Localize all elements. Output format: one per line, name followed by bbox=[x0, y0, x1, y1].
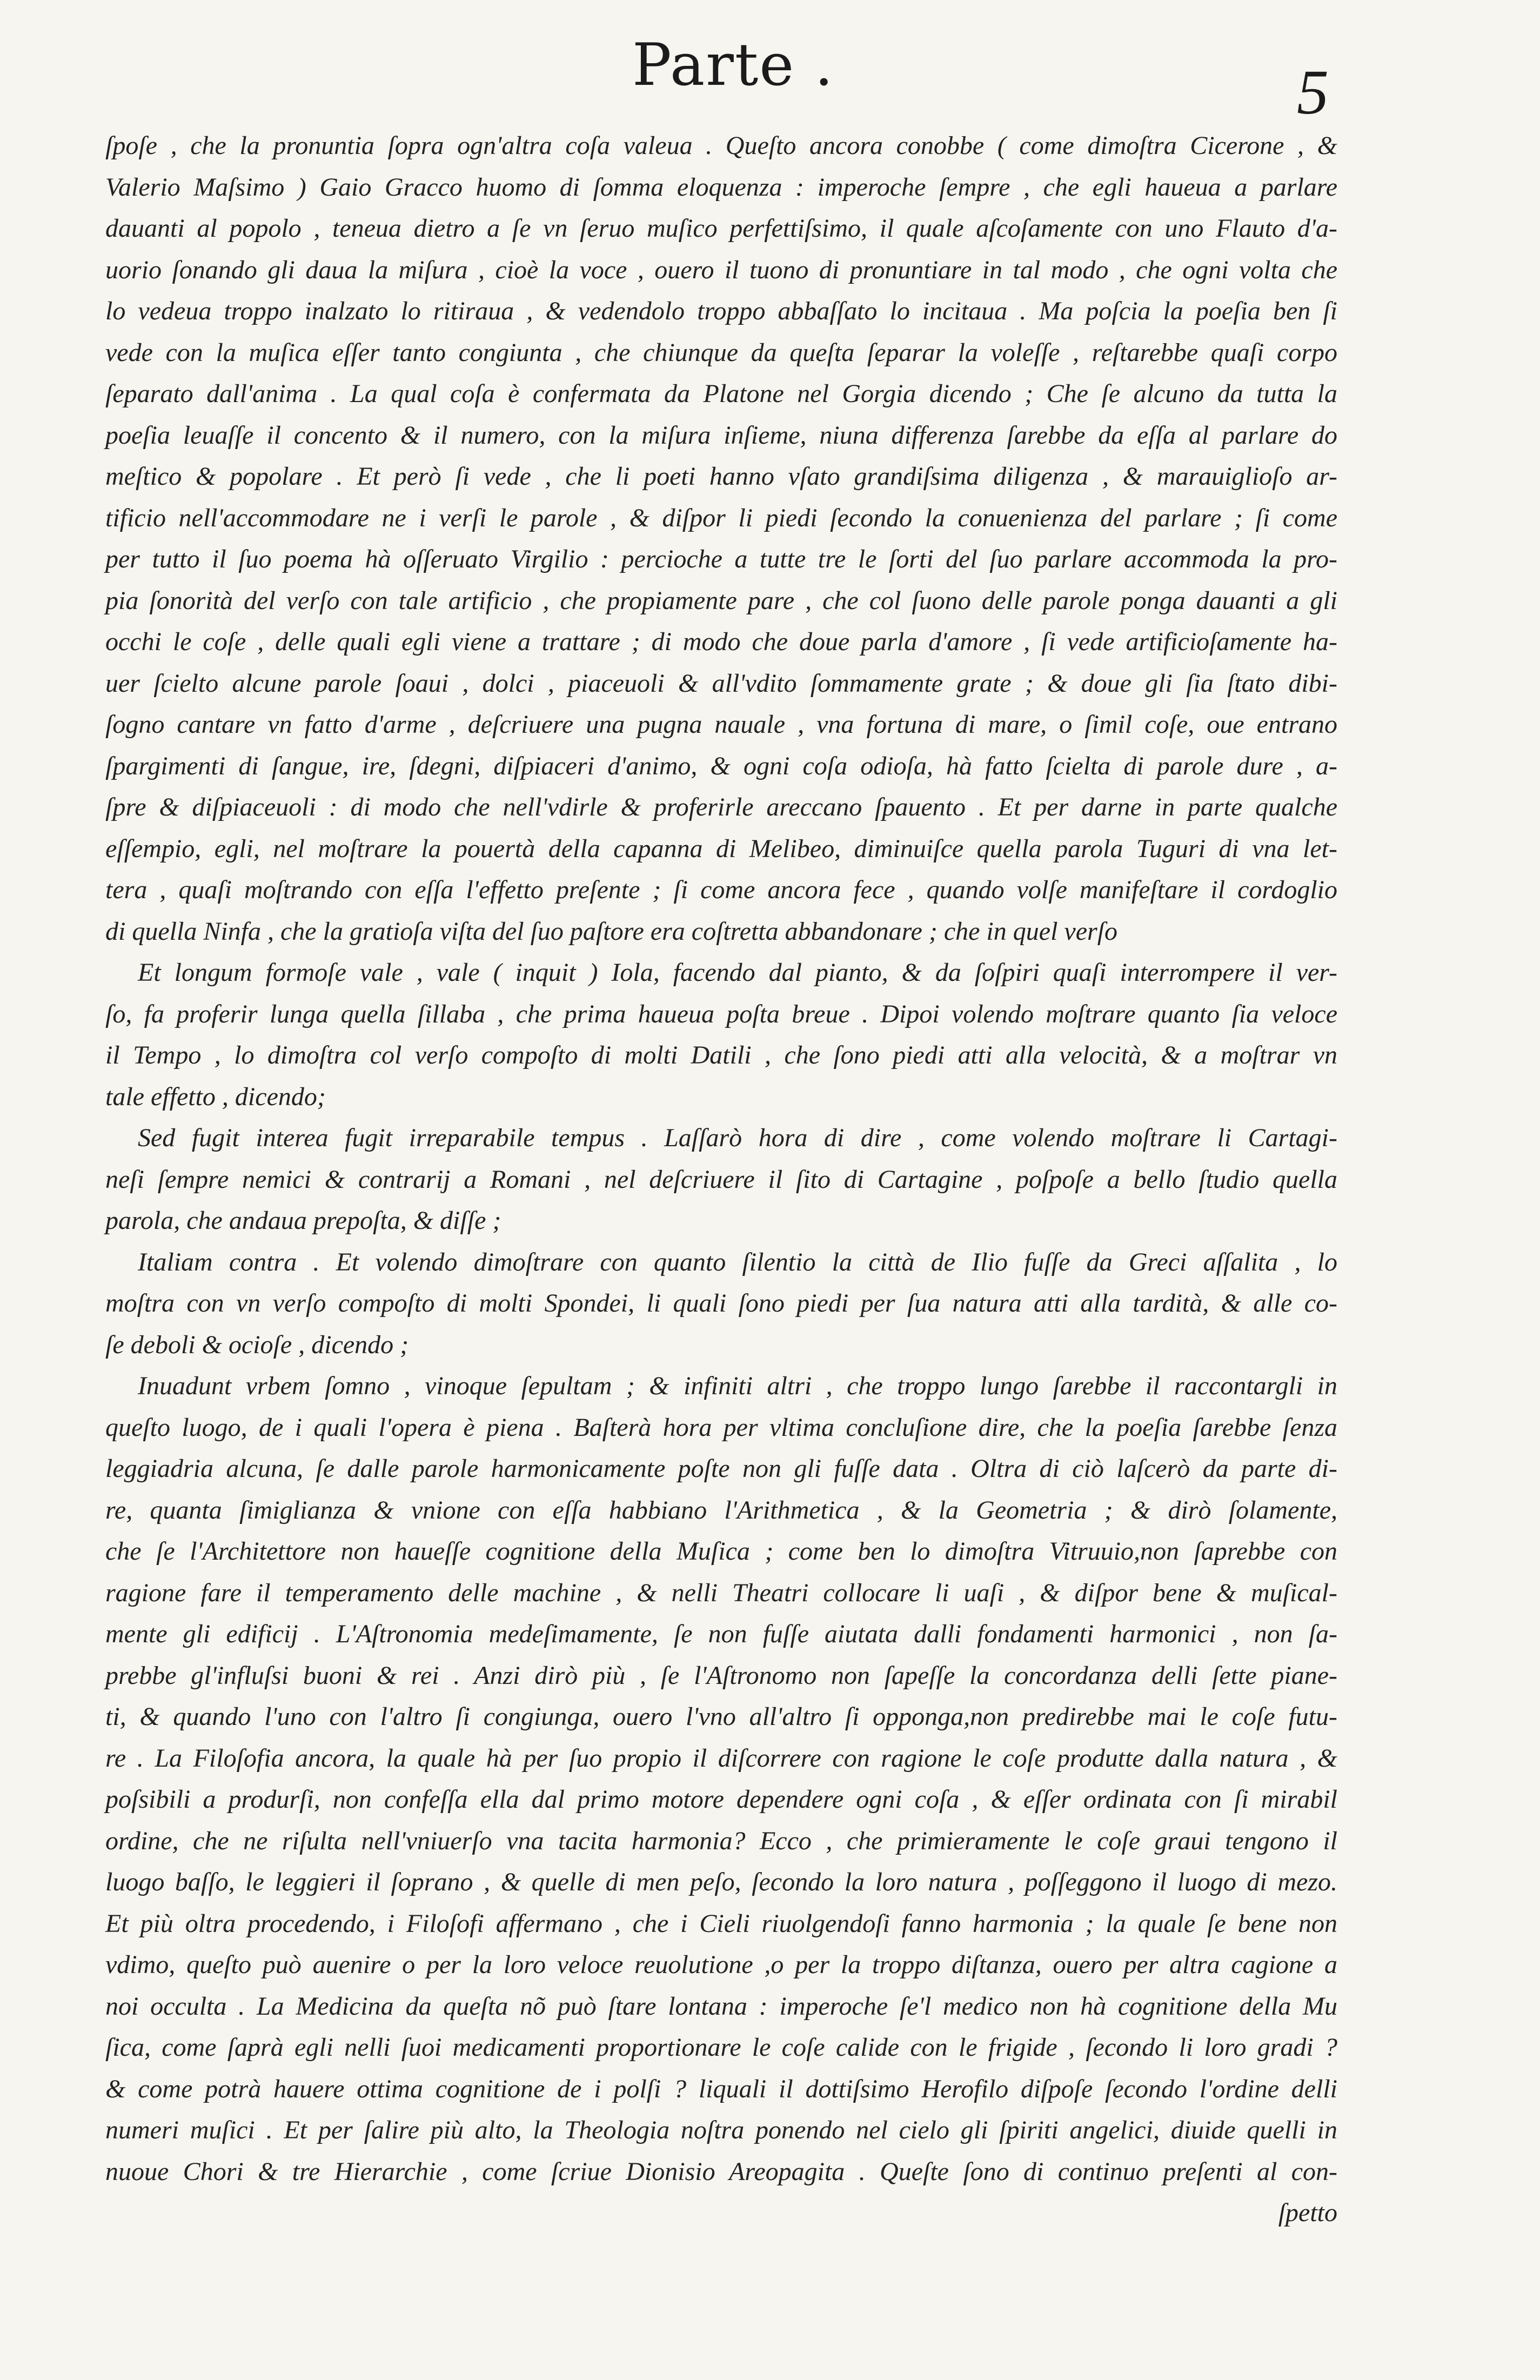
text-line: re . La Filoſofia ancora, la quale hà per ſuo propio il diſcorrere con ragione le coſe produtte dalla natura , & bbox=[105, 1743, 1337, 1773]
text-line: tale effetto , dicendo; bbox=[105, 1082, 326, 1111]
text-line: uorio ſonando gli daua la miſura , cioè la voce , ouero il tuono di pronuntiare in tal modo , che ogni volta che bbox=[105, 255, 1337, 284]
text-line: prebbe gl'influſsi buoni & rei . Anzi dirò più , ſe l'Aſtronomo non ſapeſſe la concordanza delli ſette piane- bbox=[105, 1661, 1337, 1690]
page-header bbox=[0, 31, 1540, 128]
text-line: ſpre & diſpiaceuoli : di modo che nell'vdirle & proferirle areccano ſpauento . Et per darne in parte qualche bbox=[105, 793, 1337, 821]
text-line: ſogno cantare vn fatto d'arme , deſcriuere una pugna nauale , vna fortuna di mare, o ſimil coſe, oue entrano bbox=[105, 710, 1337, 739]
catchword: ſpetto bbox=[1278, 2198, 1337, 2227]
verse-line: Et longum formoſe vale , vale ( inquit ) Iola, facendo dal pianto, & da ſoſpiri quaſi interrompere il ver- bbox=[138, 958, 1337, 987]
text-line: per tutto il ſuo poema hà oſſeruato Virgilio : percioche a tutte tre le ſorti del ſuo parlare accommoda la pro- bbox=[105, 545, 1337, 573]
text-line: ragione fare il temperamento delle machine , & nelli Theatri collocare li uaſi , & diſpor bene & muſical- bbox=[105, 1578, 1337, 1607]
text-line: noi occulta . La Medicina da queſta nõ può ſtare lontana : imperoche ſe'l medico non hà cognitione della Mu bbox=[105, 1991, 1337, 2021]
text-line: vdimo, queſto può auenire o per la loro veloce reuolutione ,o per la troppo diſtanza, ouero per altra cagione a bbox=[105, 1950, 1337, 1979]
text-line: mente gli edificij . L'Aſtronomia medeſimamente, ſe non fuſſe aiutata dalli fondamenti harmonici , non ſa- bbox=[105, 1620, 1337, 1648]
text-line: vede con la muſica eſſer tanto congiunta , che chiunque da queſta ſeparar la voleſſe , reſtarebbe quaſi corpo bbox=[105, 338, 1337, 367]
text-line: ti, & quando l'uno con l'altro ſi congiunga, ouero l'vno all'altro ſi opponga,non predirebbe mai le coſe futu- bbox=[105, 1702, 1337, 1731]
text-line: nuoue Chori & tre Hierarchie , come ſcriue Dionisio Areopagita . Queſte ſono di continuo preſenti al con- bbox=[105, 2157, 1337, 2186]
text-line: il Tempo , lo dimoſtra col verſo compoſto di molti Datili , che ſono piedi atti alla velocità, & a moſtrar vn bbox=[105, 1041, 1337, 1069]
text-line: poſsibili a produrſi, non confeſſa ella dal primo motore dependere ogni coſa , & eſſer ordinata con ſi mirabil bbox=[105, 1785, 1337, 1814]
text-line: tificio nell'accommodare ne i verſi le parole , & diſpor li piedi ſecondo la conuenienza del parlare ; ſi come bbox=[105, 503, 1337, 532]
text-line: Et più oltra procedendo, i Filoſofi affermano , che i Cieli riuolgendoſi fanno harmonia ; la quale ſe bene non bbox=[105, 1909, 1337, 1938]
text-line: luogo baſſo, le leggieri il ſoprano , & quelle di men peſo, ſecondo la loro natura , poſſeggono il luogo di mezo. bbox=[105, 1868, 1337, 1896]
text-line: ſeparato dall'anima . La qual coſa è confermata da Platone nel Gorgia dicendo ; Che ſe alcuno da tutta la bbox=[105, 379, 1337, 408]
text-line: neſi ſempre nemici & contrarij a Romani , nel deſcriuere il ſito di Cartagine , poſpoſe a bello ſtudio quella bbox=[105, 1165, 1337, 1194]
verse-line: Inuadunt vrbem ſomno , vinoque ſepultam ; & infiniti altri , che troppo lungo ſarebbe il raccontargli in bbox=[138, 1372, 1337, 1400]
text-line: eſſempio, egli, nel moſtrare la pouertà della capanna di Melibeo, diminuiſce quella parola Tuguri di vna let- bbox=[105, 834, 1337, 863]
text-line: & come potrà hauere ottima cognitione de i polſi ? liquali il dottiſsimo Herofilo diſpoſe ſecondo l'ordine delli bbox=[105, 2074, 1337, 2103]
text-line: ſpoſe , che la pronuntia ſopra ogn'altra coſa valeua . Queſto ancora conobbe ( come dimoſtra Cicerone , & bbox=[105, 131, 1337, 160]
text-line: parola, che andaua prepoſta, & diſſe ; bbox=[105, 1206, 501, 1235]
text-line: queſto luogo, de i quali l'opera è piena . Baſterà hora per vltima concluſione dire, che la poeſia ſarebbe ſenza bbox=[105, 1413, 1337, 1442]
text-line: ſo, fa proferir lunga quella ſillaba , che prima haueua poſta breue . Dipoi volendo moſtrare quanto ſia veloce bbox=[105, 999, 1337, 1028]
text-line: che ſe l'Architettore non haueſſe cognitione della Muſica ; come ben lo dimoſtra Vitruuio,non ſaprebbe con bbox=[105, 1537, 1337, 1566]
text-line: numeri muſici . Et per ſalire più alto, la Theologia noſtra ponendo nel cielo gli ſpiriti angelici, diuide quelli in bbox=[105, 2116, 1337, 2144]
text-line: ſica, come ſaprà egli nelli ſuoi medicamenti proportionare le coſe calide con le frigide , ſecondo li loro gradi ? bbox=[105, 2033, 1337, 2062]
text-line: ſpargimenti di ſangue, ire, ſdegni, diſpiaceri d'animo, & ogni coſa odioſa, hà fatto ſcielta di parole dure , a- bbox=[105, 751, 1337, 780]
text-line: ſe deboli & ocioſe , dicendo ; bbox=[105, 1330, 409, 1359]
text-line: Valerio Maſsimo ) Gaio Gracco huomo di ſomma eloquenza : imperoche ſempre , che egli haueua a parlare bbox=[105, 172, 1337, 202]
text-line: pia ſonorità del verſo con tale artificio , che propiamente pare , che col ſuono delle parole ponga dauanti a gli bbox=[105, 586, 1337, 615]
text-line: leggiadria alcuna, ſe dalle parole harmonicamente poſte non gli fuſſe data . Oltra di ciò laſcerò da parte di- bbox=[105, 1454, 1337, 1483]
text-line: dauanti al popolo , teneua dietro a ſe vn ſeruo muſico perfettiſsimo, il quale aſcoſamente con uno Flauto d'a- bbox=[105, 214, 1337, 243]
text-line: tera , quaſi moſtrando con eſſa l'effetto preſente ; ſi come ancora fece , quando volſe manifeſtare il cordoglio bbox=[105, 875, 1337, 904]
text-line: occhi le coſe , delle quali egli viene a trattare ; di modo che doue parla d'amore , ſi vede artificioſamente ha- bbox=[105, 627, 1337, 656]
body-text bbox=[105, 125, 1337, 2234]
verse-line: Sed fugit interea fugit irreparabile tempus . Laſſarò hora di dire , come volendo moſtrare li Cartagi- bbox=[138, 1124, 1337, 1152]
text-line: lo vedeua troppo inalzato lo ritiraua , & vedendolo troppo abbaſſato lo incitaua . Ma poſcia la poeſia ben ſi bbox=[105, 297, 1337, 325]
text-line: ordine, che ne riſulta nell'vniuerſo vna tacita harmonia? Ecco , che primieramente le coſe graui tengono il bbox=[105, 1826, 1337, 1855]
text-line: moſtra con vn verſo compoſto di molti Spondei, li quali ſono piedi per ſua natura atti alla tardità, & alle co- bbox=[105, 1289, 1337, 1318]
page-number: 5 bbox=[1297, 57, 1329, 128]
text-line: poeſia leuaſſe il concento & il numero, con la miſura inſieme, niuna differenza ſarebbe da eſſa al parlare do bbox=[105, 420, 1337, 450]
text-line: di quella Ninfa , che la gratioſa viſta del ſuo paſtore era coſtretta abbandonare ; che in quel verſo bbox=[105, 917, 1118, 946]
verse-line: Italiam contra . Et volendo dimoſtrare con quanto ſilentio la città de Ilio fuſſe da Greci aſſalita , lo bbox=[138, 1247, 1337, 1276]
running-head: Parte . bbox=[632, 31, 834, 99]
text-line: meſtico & popolare . Et però ſi vede , che li poeti hanno vſato grandiſsima diligenza , & marauiglioſo ar- bbox=[105, 462, 1337, 491]
text-line: re, quanta ſimiglianza & vnione con eſſa habbiano l'Arithmetica , & la Geometria ; & dirò ſolamente, bbox=[105, 1495, 1337, 1525]
text-line: uer ſcielto alcune parole ſoaui , dolci , piaceuoli & all'vdito ſommamente grate ; & doue gli ſia ſtato dibi- bbox=[105, 668, 1337, 698]
